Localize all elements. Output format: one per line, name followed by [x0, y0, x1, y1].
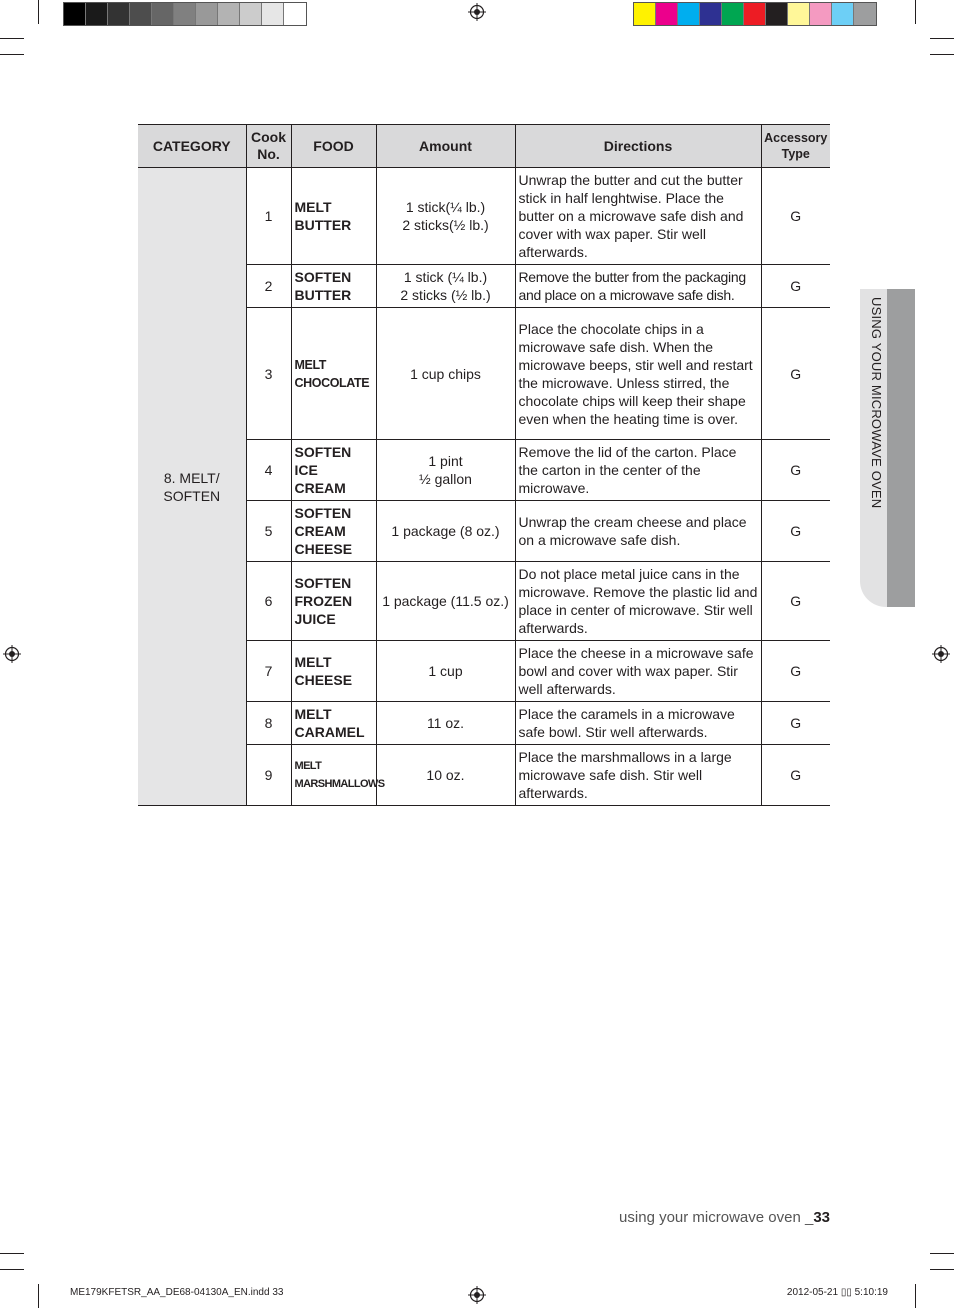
grayscale-strip	[63, 2, 307, 26]
amount-cell: 1 pint ½ gallon	[376, 440, 515, 501]
accessory-cell: G	[761, 745, 830, 806]
color-swatch	[196, 3, 218, 25]
food-cell: SOFTEN FROZEN JUICE	[291, 562, 376, 641]
amount-cell: 1 cup chips	[376, 308, 515, 440]
food-cell: MELT CHEESE	[291, 641, 376, 702]
header-cook-no: Cook No.	[246, 125, 291, 168]
directions-cell: Remove the lid of the carton. Place the carton in the center of the microwave.	[515, 440, 761, 501]
cook-number-cell: 9	[246, 745, 291, 806]
color-swatch	[722, 3, 744, 25]
header-accessory-type: Accessory Type	[761, 125, 830, 168]
crop-mark	[0, 1253, 24, 1254]
accessory-cell: G	[761, 501, 830, 562]
crop-mark	[0, 1269, 24, 1270]
table-row	[138, 168, 830, 265]
color-strip	[633, 2, 877, 26]
food-cell: MELT CARAMEL	[291, 702, 376, 745]
color-swatch	[678, 3, 700, 25]
cook-number-cell: 4	[246, 440, 291, 501]
color-swatch	[788, 3, 810, 25]
cook-number-cell: 8	[246, 702, 291, 745]
directions-cell: Place the chocolate chips in a microwave safe dish. When the microwave beeps, stir well and restart the microwave. Unless stirred, the chocolate chips will keep their shape even when the heating time is over.	[515, 308, 761, 440]
registration-mark-icon	[3, 645, 21, 663]
food-cell: SOFTEN ICE CREAM	[291, 440, 376, 501]
directions-cell: Do not place metal juice cans in the microwave. Remove the plastic lid and place in center of microwave. Stir well afterwards.	[515, 562, 761, 641]
cook-number-cell: 7	[246, 641, 291, 702]
cook-number-cell: 3	[246, 308, 291, 440]
crop-mark	[38, 1284, 39, 1308]
crop-mark	[930, 38, 954, 39]
amount-cell: 10 oz.	[376, 745, 515, 806]
accessory-cell: G	[761, 168, 830, 265]
crop-mark	[930, 1253, 954, 1254]
accessory-cell: G	[761, 265, 830, 308]
color-swatch	[854, 3, 876, 25]
cook-number-cell: 2	[246, 265, 291, 308]
color-swatch	[240, 3, 262, 25]
color-swatch	[744, 3, 766, 25]
accessory-cell: G	[761, 440, 830, 501]
section-side-tab	[860, 289, 915, 607]
color-swatch	[130, 3, 152, 25]
food-cell: MELT BUTTER	[291, 168, 376, 265]
accessory-cell: G	[761, 562, 830, 641]
directions-cell: Unwrap the cream cheese and place on a microwave safe dish.	[515, 501, 761, 562]
amount-cell: 1 stick (¼ lb.) 2 sticks (½ lb.)	[376, 265, 515, 308]
slug-date: 2012-05-21 ▯▯ 5:10:19	[786, 1287, 888, 1298]
amount-cell: 11 oz.	[376, 702, 515, 745]
color-swatch	[262, 3, 284, 25]
directions-cell: Place the marshmallows in a large microwave safe dish. Stir well afterwards.	[515, 745, 761, 806]
crop-mark	[915, 0, 916, 24]
side-tab-bar	[887, 289, 915, 607]
color-swatch	[832, 3, 854, 25]
amount-cell: 1 package (8 oz.)	[376, 501, 515, 562]
food-cell: SOFTEN CREAM CHEESE	[291, 501, 376, 562]
header-category: CATEGORY	[138, 125, 246, 168]
footer-text: using your microwave oven _	[619, 1209, 814, 1226]
registration-mark-icon	[468, 3, 486, 21]
cook-number-cell: 5	[246, 501, 291, 562]
accessory-cell: G	[761, 641, 830, 702]
color-swatch	[174, 3, 196, 25]
amount-cell: 1 stick(¼ lb.) 2 sticks(½ lb.)	[376, 168, 515, 265]
amount-cell: 1 cup	[376, 641, 515, 702]
registration-mark-icon	[932, 645, 950, 663]
crop-mark	[0, 54, 24, 55]
header-food: FOOD	[291, 125, 376, 168]
color-swatch	[810, 3, 832, 25]
directions-cell: Place the cheese in a microwave safe bowl and cover with wax paper. Stir well afterwards.	[515, 641, 761, 702]
color-swatch	[634, 3, 656, 25]
cook-number-cell: 6	[246, 562, 291, 641]
directions-cell: Unwrap the butter and cut the butter stick in half lenghtwise. Place the butter on a microwave safe dish and cover with wax paper. Stir well afterwards.	[515, 168, 761, 265]
crop-mark	[0, 38, 24, 39]
side-tab-label: USING YOUR MICROWAVE OVEN	[869, 297, 884, 509]
page-number: 33	[813, 1209, 830, 1226]
color-swatch	[700, 3, 722, 25]
color-swatch	[218, 3, 240, 25]
color-swatch	[656, 3, 678, 25]
food-cell: MELT MARSHMALLOWS	[291, 745, 376, 806]
category-cell: 8. MELT/ SOFTEN	[138, 168, 246, 806]
slug-file: ME179KFETSR_AA_DE68-04130A_EN.indd 33	[70, 1287, 284, 1298]
registration-mark-icon	[468, 1286, 486, 1304]
color-swatch	[152, 3, 174, 25]
food-cell: MELT CHOCOLATE	[291, 308, 376, 440]
crop-mark	[38, 0, 39, 24]
crop-mark	[930, 54, 954, 55]
amount-cell: 1 package (11.5 oz.)	[376, 562, 515, 641]
color-swatch	[766, 3, 788, 25]
header-amount: Amount	[376, 125, 515, 168]
color-swatch	[86, 3, 108, 25]
crop-mark	[930, 1269, 954, 1270]
page-footer	[619, 1209, 830, 1226]
crop-mark	[915, 1284, 916, 1308]
header-directions: Directions	[515, 125, 761, 168]
accessory-cell: G	[761, 702, 830, 745]
directions-cell: Place the caramels in a microwave safe bowl. Stir well afterwards.	[515, 702, 761, 745]
color-swatch	[284, 3, 306, 25]
cook-number-cell: 1	[246, 168, 291, 265]
cooking-guide-table	[138, 124, 830, 806]
color-swatch	[64, 3, 86, 25]
accessory-cell: G	[761, 308, 830, 440]
table-header-row	[138, 125, 830, 168]
directions-cell: Remove the butter from the packaging and place on a microwave safe dish.	[515, 265, 761, 308]
color-swatch	[108, 3, 130, 25]
food-cell: SOFTEN BUTTER	[291, 265, 376, 308]
